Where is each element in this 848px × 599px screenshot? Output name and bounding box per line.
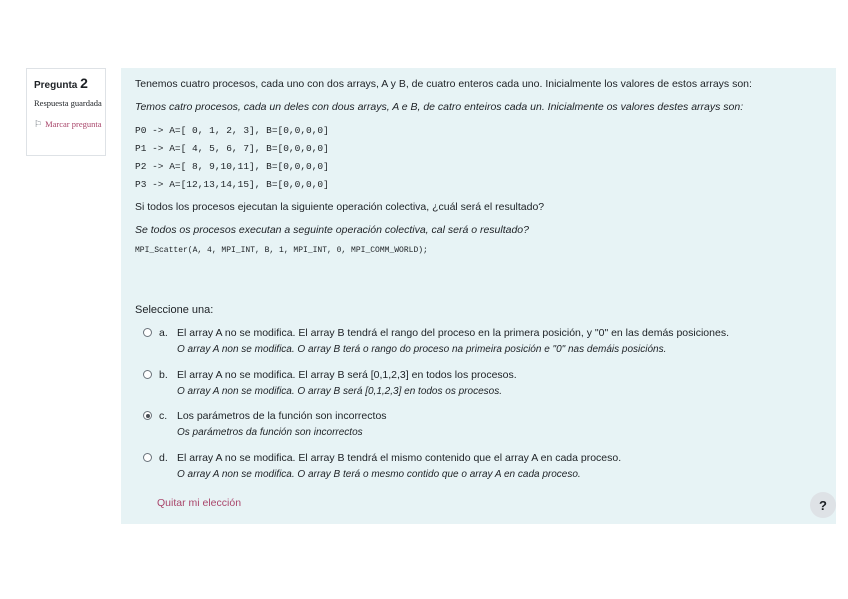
question-content <box>121 68 836 524</box>
flag-question-label: Marcar pregunta <box>45 119 102 129</box>
radio-button[interactable] <box>143 370 152 379</box>
flag-icon: ⚐ <box>34 119 43 129</box>
option-text-es[interactable]: El array A no se modifica. El array B tendrá el mismo contenido que el array A en cada proceso. <box>177 452 622 464</box>
question-es: Si todos los procesos ejecutan la siguiente operación colectiva, ¿cuál será el resultado? <box>135 201 545 213</box>
question-state: Respuesta guardada <box>34 98 102 108</box>
code-line: P3 -> A=[12,13,14,15], B=[0,0,0,0] <box>135 179 329 190</box>
flag-question-link[interactable] <box>34 118 105 131</box>
option-text-es[interactable]: El array A no se modifica. El array B tendrá el rango del proceso en la primera posición, y "0" en las demás posiciones. <box>177 327 729 339</box>
question-title <box>34 75 105 91</box>
option-text-gl[interactable]: O array A non se modifica. O array B terá o mesmo contido que o array A en cada proceso. <box>177 469 581 480</box>
clear-choice-link[interactable]: Quitar mi elección <box>157 497 242 509</box>
option-text-es[interactable]: Los parámetros de la función son incorrectos <box>177 410 387 422</box>
option-letter: a. <box>159 327 168 339</box>
code-line: P0 -> A=[ 0, 1, 2, 3], B=[0,0,0,0] <box>135 125 329 136</box>
question-info-panel <box>26 68 106 156</box>
option-letter: c. <box>159 410 168 422</box>
radio-button-selected[interactable] <box>143 411 152 420</box>
intro-es: Tenemos cuatro procesos, cada uno con dos arrays, A y B, de cuatro enteros cada uno. Inicialmente los valores de estos arrays son: <box>135 78 752 90</box>
answer-prompt: Seleccione una: <box>135 304 214 316</box>
radio-button[interactable] <box>143 453 152 462</box>
code-line: P2 -> A=[ 8, 9,10,11], B=[0,0,0,0] <box>135 161 329 172</box>
option-letter: d. <box>159 452 168 464</box>
option-text-gl[interactable]: Os parámetros da función son incorrectos <box>177 427 363 438</box>
option-text-gl[interactable]: O array A non se modifica. O array B será [0,1,2,3] en todos os procesos. <box>177 386 502 397</box>
question-number: 2 <box>80 75 88 91</box>
option-letter: b. <box>159 369 168 381</box>
mpi-call: MPI_Scatter(A, 4, MPI_INT, B, 1, MPI_INT, 0, MPI_COMM_WORLD); <box>135 246 428 255</box>
help-button[interactable]: ? <box>810 492 836 518</box>
question-label: Pregunta <box>34 80 78 91</box>
option-text-gl[interactable]: O array A non se modifica. O array B terá o rango do proceso na primeira posición e "0" nas demáis posicións. <box>177 344 667 355</box>
option-text-es[interactable]: El array A no se modifica. El array B será [0,1,2,3] en todos los procesos. <box>177 369 517 381</box>
code-line: P1 -> A=[ 4, 5, 6, 7], B=[0,0,0,0] <box>135 143 329 154</box>
intro-gl: Temos catro procesos, cada un deles con dous arrays, A e B, de catro enteiros cada un. Inicialmente os valores destes arrays son: <box>135 101 744 113</box>
radio-button[interactable] <box>143 328 152 337</box>
question-gl: Se todos os procesos executan a seguinte operación colectiva, cal será o resultado? <box>135 224 529 236</box>
